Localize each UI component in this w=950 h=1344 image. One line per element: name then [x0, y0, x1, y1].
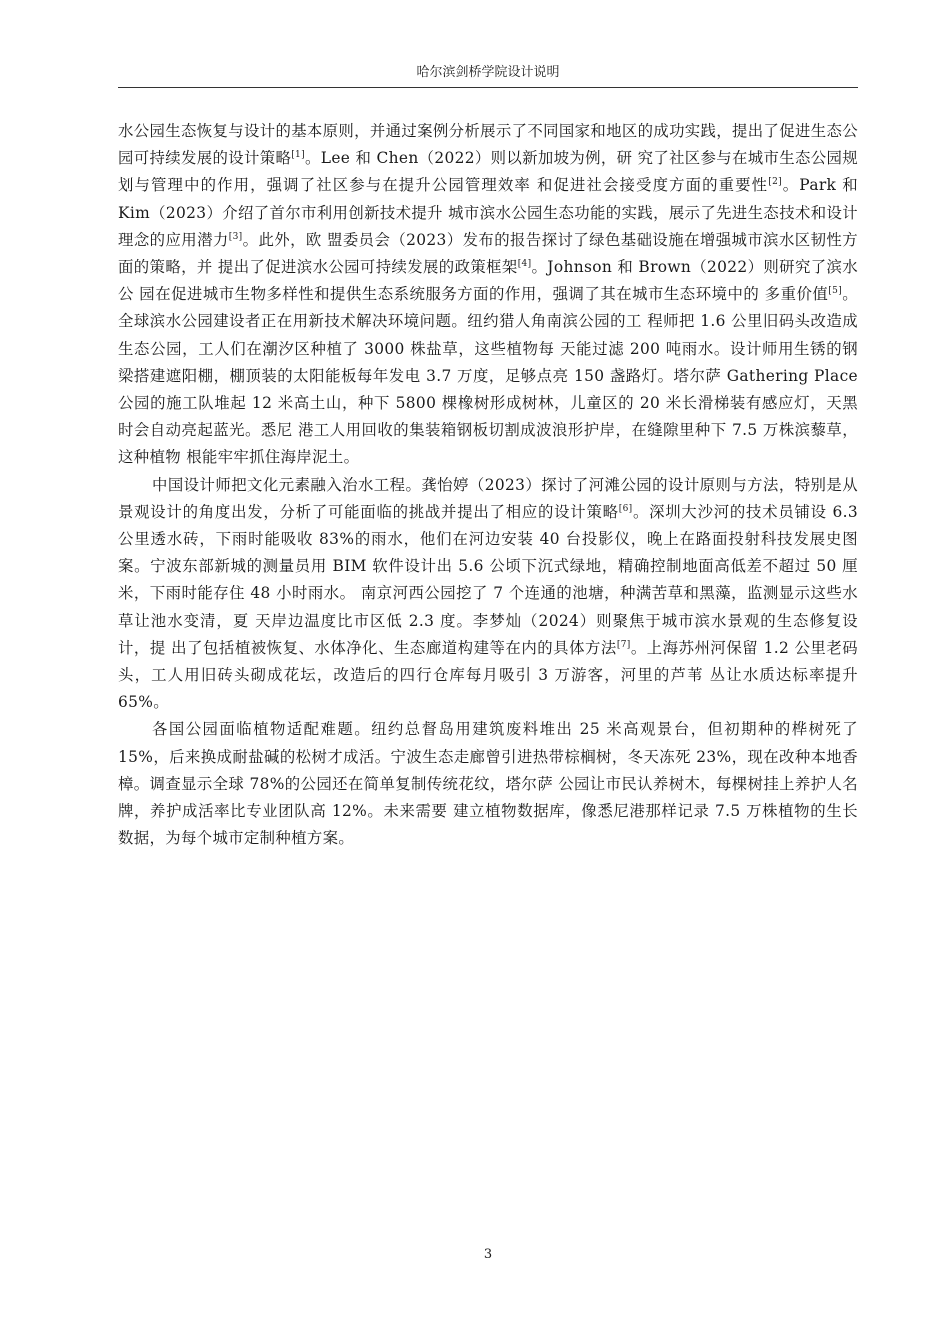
header-divider — [118, 87, 858, 88]
citation-marker: [4] — [517, 258, 532, 269]
citation-marker: [1] — [291, 150, 305, 161]
paragraph-text: 。深圳大沙河的技术员铺设 6.3 公里透水砖，下雨时能吸收 83%的雨水，他们在河边安装 40 台投影仪，晚上在路面投射科技发展史图案。宁波东部新城的测量员用 BIM 软件设计出 5.6 公顷下沉式绿地，精确控制地面高低差不超过 50 厘米，下雨时能存住 48 小时雨水。 南京河西公园挖了 7 个连通的池塘，种满苦草和黑藻，监测显示这些水草让池水变清，夏 天岸边温度比市区低 2.3 度。李梦灿（2024）则聚焦于城市滨水景观的生态修复设计，提 出了包括植被恢复、水体净化、生态廊道构建等在内的具体方法 — [118, 502, 858, 657]
citation-marker: [5] — [828, 286, 843, 297]
body-paragraph — [118, 472, 858, 717]
paragraph-text: 。上海苏州河保留 1.2 公里老码头，工人用旧砖头砌成花坛，改造后的四行仓库每月吸引 3 万游客，河里的芦苇 丛让水质达标率提升 65%。 — [118, 638, 858, 712]
paragraph-text: 。Johnson 和 Brown（2022）则研究了滨水公 园在促进城市生物多样性和提供生态系统服务方面的作用，强调了其在城市生态环境中的 多重价值 — [118, 258, 859, 304]
citation-marker: [3] — [228, 231, 243, 242]
paragraph-text: 。Park 和 Kim（2023）介绍了首尔市利用创新技术提升 城市滨水公园生态功能的实践，展示了先进生态技术和设计理念的应用潜力 — [118, 176, 858, 249]
body-paragraph — [118, 716, 858, 852]
citation-marker: [2] — [768, 177, 783, 188]
paragraph-text: 。全球滨水公园建设者正在用新技术解决环境问题。纽约猎人角南滨公园的工 程师把 1.6 公里旧码头改造成生态公园，工人们在潮汐区种植了 3000 株盐草，这些植物每 天能过滤 200 吨雨水。设计师用生锈的钢梁搭建遮阳棚，棚顶装的太阳能板每年发电 3.7 万度，足够点亮 150 盏路灯。塔尔萨 Gathering Place 公园的施工队堆起 12 米高土山，种下 5800 棵橡树形成树林，儿童区的 20 米长滑梯装有感应灯，天黑时会自动亮起蓝光。悉尼 港工人用回收的集装箱钢板切割成波浪形护岸，在缝隙里种下 7.5 万株滨藜草，这种植物 根能牢牢抓住海岸泥土。 — [118, 285, 858, 467]
page-number: 3 — [483, 1247, 493, 1262]
paragraph-text: 水公园生态恢复与设计的基本原则，并通过案例分析展示了不同国家和地区的成功实践，提出了促进生态公园可持续发展的设计策略 — [118, 122, 858, 168]
paragraph-text: 各国公园面临植物适配难题。纽约总督岛用建筑废料堆出 25 米高观景台，但初期种的桦树死了 15%，后来换成耐盐碱的松树才成活。宁波生态走廊曾引进热带棕榈树，冬天冻死 23%，现在改种本地香樟。调查显示全球 78%的公园还在简单复制传统花纹，塔尔萨 公园让市民认养树木，每棵树挂上养护人名牌，养护成活率比专业团队高 12%。未来需要 建立植物数据库，像悉尼港那样记录 7.5 万株植物的生长数据，为每个城市定制种植方案。 — [118, 720, 858, 848]
document-body — [118, 118, 858, 852]
paragraph-text: 中国设计师把文化元素融入治水工程。龚怡婷（2023）探讨了河滩公园的设计原则与方法，特别是从景观设计的角度出发，分析了可能面临的挑战并提出了相应的设计策略 — [118, 475, 858, 521]
citation-marker: [6] — [618, 503, 633, 514]
body-paragraph — [118, 118, 858, 472]
citation-marker: [7] — [616, 639, 631, 650]
page-header-title: 哈尔滨剑桥学院设计说明 — [416, 65, 560, 80]
paragraph-text: 。此外，欧 盟委员会（2023）发布的报告探讨了绿色基础设施在增强城市滨水区韧性方面的策略，并 提出了促进滨水公园可持续发展的政策框架 — [118, 230, 858, 277]
paragraph-text: 。Lee 和 Chen（2022）则以新加坡为例，研 究了社区参与在城市生态公园规划与管理中的作用，强调了社区参与在提升公园管理效率 和促进社会接受度方面的重要性 — [118, 149, 858, 195]
